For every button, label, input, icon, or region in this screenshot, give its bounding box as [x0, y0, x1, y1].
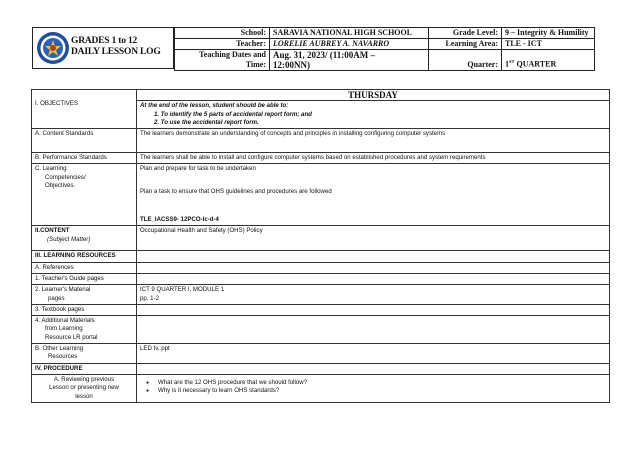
- additional-materials-label: [32, 316, 137, 344]
- textbook-label: 3. Textbook pages: [32, 304, 137, 315]
- objective-item: 1. To identify the 5 parts of accidental report form; and: [154, 110, 312, 118]
- content-sub-label: (Subject Matter): [47, 235, 91, 243]
- form-title: [71, 36, 161, 58]
- reviewing-lesson-line-2: Lesson or presenting new: [49, 384, 119, 392]
- additional-materials-line-2: from Learning: [45, 325, 83, 333]
- reviewing-lesson-label: [32, 374, 137, 402]
- grade-label: Grade Level:: [429, 28, 502, 39]
- learners-material-label-line-1: 2. Learner's Material: [35, 286, 91, 294]
- reviewing-lesson-line-1: A. Reviewing previous: [53, 375, 115, 383]
- content-label-text: II.CONTENT: [35, 227, 70, 235]
- competencies-value: [137, 164, 610, 226]
- dates-value: [270, 50, 429, 71]
- competencies-label-line-1: C. Learning: [35, 165, 67, 173]
- competencies-label: [32, 164, 137, 226]
- references-value: [137, 262, 610, 273]
- objectives-label: [32, 90, 137, 129]
- teacher-value: LORELIE AUBREY A. NAVARRO: [270, 39, 429, 50]
- performance-standards-value: The learners shall be able to install and configure computer systems based on established procedures and system requirements: [137, 153, 610, 164]
- competencies-label-line-3: Objectives.: [45, 182, 76, 190]
- review-question: ● Why is it necessary to learn OHS standards?: [140, 387, 606, 395]
- resources-label: III. LEARNING RESOURCES: [32, 251, 137, 262]
- learners-material-value-line-2: pp. 1-2: [140, 294, 159, 302]
- lesson-table: [31, 89, 610, 403]
- resources-value: [137, 251, 610, 262]
- objectives-intro: At the end of the lesson, student should be able to:: [140, 102, 289, 110]
- dates-value-line-1: Aug. 31, 2023/ (11:00AM –: [273, 50, 375, 60]
- form-title-line-2: DAILY LESSON LOG: [71, 47, 161, 57]
- additional-materials-line-3: Resource LR portal: [45, 333, 98, 341]
- learners-material-value: [137, 285, 610, 305]
- header: [32, 27, 609, 71]
- additional-materials-value: [137, 316, 610, 344]
- textbook-value: [137, 304, 610, 315]
- quarter-label: Quarter:: [429, 50, 502, 71]
- teachers-guide-value: [137, 273, 610, 284]
- objective-item: 2. To use the accidental report form.: [154, 118, 259, 126]
- other-resources-line-2: Resources: [48, 353, 78, 361]
- learners-material-value-line-1: ICT 9 QUARTER I, MODULE 1: [140, 286, 225, 294]
- area-value: TLE - ICT: [502, 39, 595, 50]
- reviewing-lesson-value: [137, 374, 610, 402]
- additional-materials-line-1: 4. Additional Materials: [35, 317, 95, 325]
- header-info-table: [174, 27, 595, 71]
- teacher-label: Teacher:: [175, 39, 270, 50]
- grade-value: 9 – Integrity & Humility: [502, 28, 595, 39]
- form-title-line-1: GRADES 1 to 12: [71, 36, 138, 46]
- other-resources-line-1: B. Other Learning: [35, 345, 84, 353]
- dates-label: [175, 50, 270, 71]
- procedure-label: IV. PROCEDURE: [32, 363, 137, 374]
- references-label: A. References: [32, 262, 137, 273]
- objectives-label-text: I. OBJECTIVES: [35, 100, 79, 107]
- dates-label-line-2: Time:: [245, 60, 266, 69]
- content-standards-value: The learners demonstrate an understanding of concepts and principles in installing configuring computer systems: [137, 129, 610, 153]
- other-resources-label: [32, 344, 137, 364]
- reviewing-lesson-line-3: lesson: [75, 392, 93, 400]
- area-label: Learning Area:: [429, 39, 502, 50]
- content-value: Occupational Health and Safety (OHS) Policy: [137, 226, 610, 251]
- procedure-value: [137, 363, 610, 374]
- review-question: ● What are the 12 OHS procedure that we should follow?: [140, 379, 606, 387]
- learners-material-label: [32, 285, 137, 305]
- dates-value-line-2: 12:00NN): [273, 60, 310, 70]
- deped-seal-icon: [36, 31, 70, 65]
- school-value: SARAVIA NATIONAL HIGH SCHOOL: [270, 28, 429, 39]
- objectives-body: [137, 101, 610, 129]
- teachers-guide-label: 1. Teacher's Guide pages: [32, 273, 137, 284]
- quarter-value: [502, 50, 595, 71]
- content-standards-label: A. Content Standards: [32, 129, 137, 153]
- school-label: School:: [175, 28, 270, 39]
- quarter-text: QUARTER: [514, 60, 557, 69]
- day-heading: THURSDAY: [137, 90, 610, 101]
- competency-code: TLE_IACSS9- 12PCO-Ic-d-4: [140, 216, 219, 224]
- learners-material-label-line-2: pages: [48, 294, 65, 302]
- logo-title-box: [32, 27, 174, 69]
- competency-line-2: Plan a task to ensure that OHS guidelines and procedures are followed: [140, 187, 332, 195]
- other-resources-value: LED tv, ppt: [137, 344, 610, 364]
- competency-line-1: Plan and prepare for task to be undertaken: [140, 165, 256, 173]
- quarter-suffix: ST: [509, 59, 515, 65]
- performance-standards-label: B. Performance Standards: [32, 153, 137, 164]
- competencies-label-line-2: Competencies/: [45, 173, 86, 181]
- quarter-number: 1: [505, 60, 509, 69]
- dates-label-line-1: Teaching Dates and: [199, 50, 266, 59]
- content-label: [32, 226, 137, 251]
